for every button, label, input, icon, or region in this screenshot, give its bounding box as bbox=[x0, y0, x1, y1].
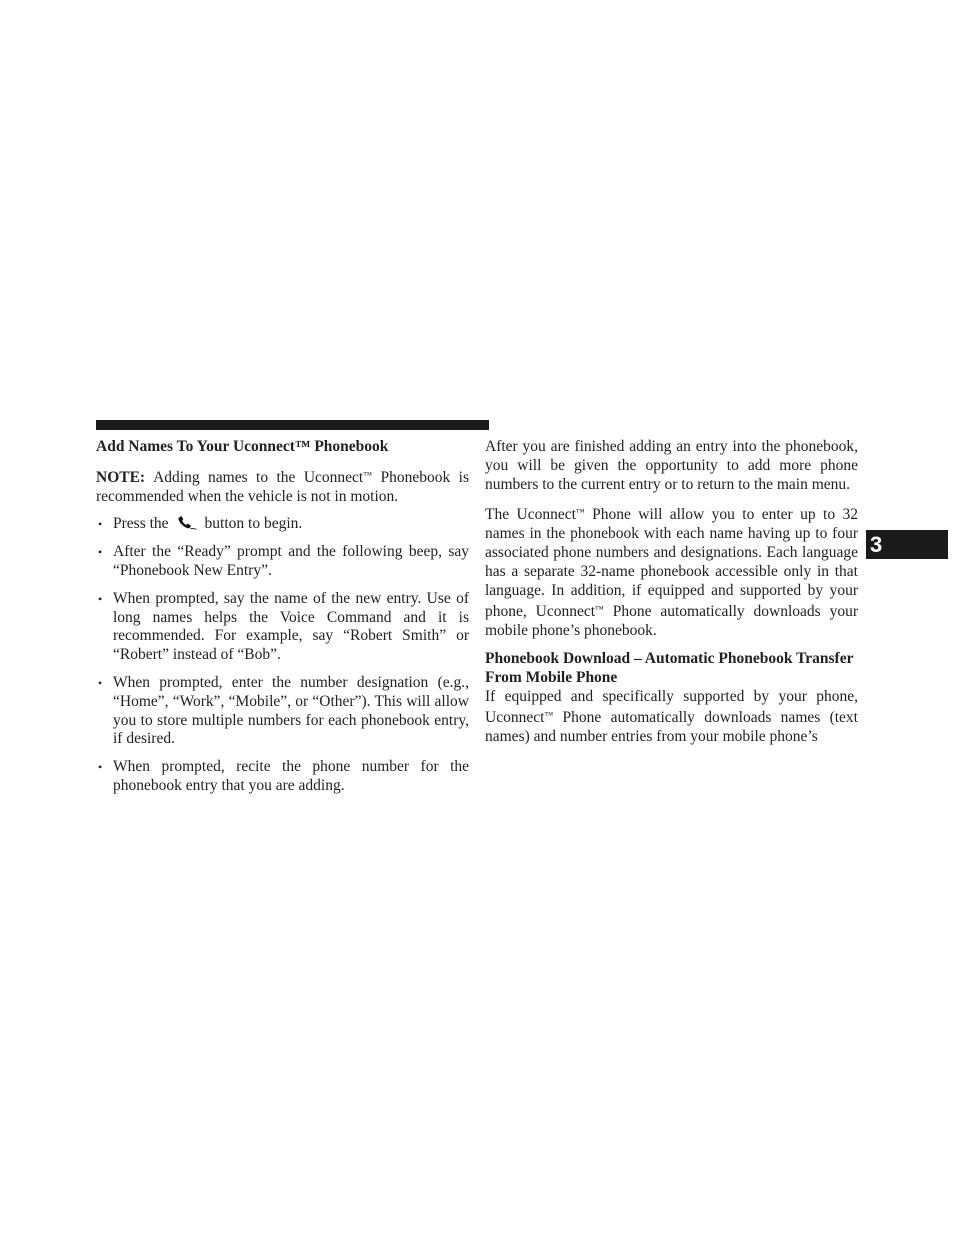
bullet-2-text: After the “Ready” prompt and the following beep, say “Phonebook New Entry”. bbox=[113, 543, 469, 579]
para-2-part-c: Phone automatically downloads your mobile phone’s phonebook. bbox=[485, 603, 858, 640]
paragraph-phonebook-capacity bbox=[485, 503, 858, 641]
trademark-symbol: ™ bbox=[363, 469, 373, 480]
subsection-heading: Phonebook Download – Automatic Phonebook Transfer From Mobile Phone bbox=[485, 649, 854, 686]
para-3-part-b: Phone automatically downloads names (text names) and number entries from your mobile phone’s bbox=[485, 709, 858, 746]
list-item: • Press the button to begin. bbox=[98, 515, 303, 533]
left-column bbox=[96, 438, 469, 805]
chapter-tab bbox=[866, 530, 948, 559]
section-heading: Add Names To Your Uconnect™ Phonebook bbox=[96, 438, 389, 455]
bullet-1-before: Press the bbox=[113, 515, 169, 533]
bullet-3-text: When prompted, say the name of the new entry. Use of long names helps the Voice Command and it is recommended. For example, say “Robert Smith” or “Robert” instead of “Bob”. bbox=[113, 589, 469, 664]
chapter-number: 3 bbox=[870, 532, 883, 557]
instruction-list bbox=[96, 515, 469, 795]
note-label: NOTE: bbox=[96, 468, 146, 486]
bullet-5-text: When prompted, recite the phone number for the phonebook entry that you are adding. bbox=[113, 758, 469, 794]
bullet-4-text: When prompted, enter the number designation (e.g., “Home”, “Work”, “Mobile”, or “Other”). This will allow you to store multiple numbers for each phonebook entry, if desired. bbox=[113, 673, 469, 748]
phone-icon bbox=[177, 516, 197, 530]
right-column bbox=[485, 438, 858, 747]
para-3-part-a: If equipped and specifically supported by your phone, Uconnect bbox=[485, 687, 858, 727]
list-item: • When prompted, say the name of the new entry. Use of long names helps the Voice Command and it is recommended. For example, say “Robert Smith” or “Robert” instead of “Bob”. bbox=[98, 589, 469, 664]
note-text-part-1: Adding names to the Uconnect bbox=[153, 468, 364, 486]
paragraph-download bbox=[485, 688, 858, 747]
trademark-symbol: ™ bbox=[595, 604, 604, 615]
section-top-rule bbox=[96, 420, 489, 430]
list-item: • When prompted, enter the number designation (e.g., “Home”, “Work”, “Mobile”, or “Other”). This will allow you to store multiple numbers for each phonebook entry, if desired. bbox=[98, 673, 469, 748]
list-item: • When prompted, recite the phone number for the phonebook entry that you are adding. bbox=[98, 758, 469, 794]
bullet-1-after: button to begin. bbox=[204, 515, 303, 533]
note-text-part-2: Phonebook is recommended when the vehicle is not in motion. bbox=[96, 468, 469, 505]
trademark-symbol: ™ bbox=[544, 710, 554, 721]
paragraph-finish-entry: After you are finished adding an entry into the phonebook, you will be given the opportunity to add more phone numbers to the current entry or to return to the main menu. bbox=[485, 438, 858, 493]
note-paragraph bbox=[96, 466, 469, 507]
trademark-symbol: ™ bbox=[575, 507, 585, 518]
para-2-part-b: Phone will allow you to enter up to 32 names in the phonebook with each name having up to four associated phone numbers and designations. Each language has a separate 32-name phonebook accessible only in that language. In addition, if equipped and supported by your phone, Uconnect bbox=[485, 506, 858, 621]
list-item: • After the “Ready” prompt and the following beep, say “Phonebook New Entry”. bbox=[98, 543, 469, 579]
para-2-part-a: The Uconnect bbox=[485, 506, 576, 524]
